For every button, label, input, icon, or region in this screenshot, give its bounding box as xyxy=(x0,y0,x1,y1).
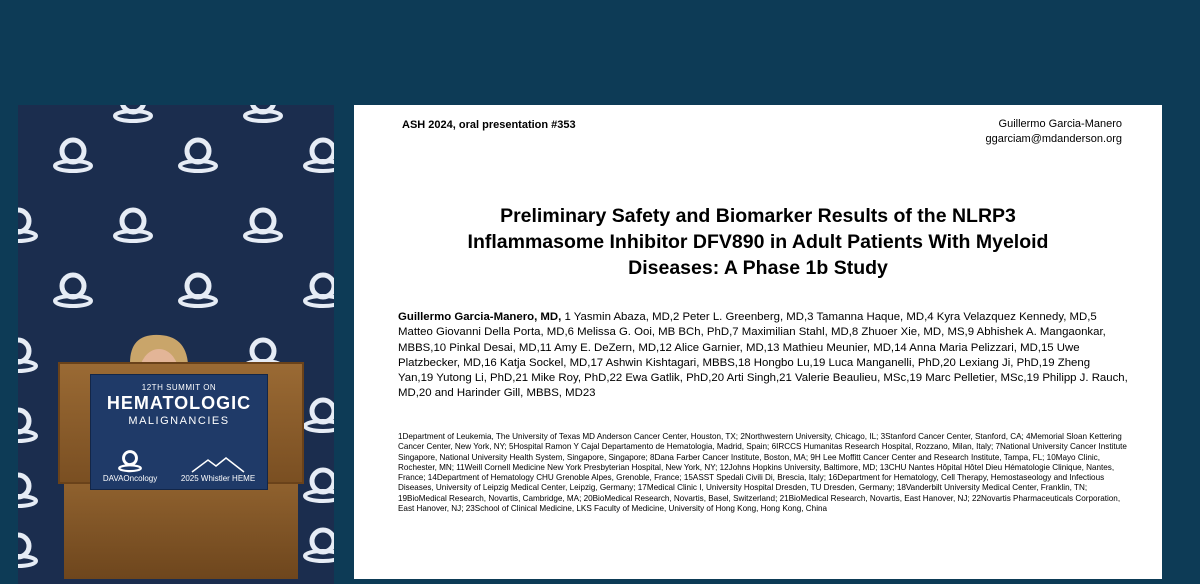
sign-malignancies-text: MALIGNANCIES xyxy=(128,415,230,427)
affiliations: 1Department of Leukemia, The University of Texas MD Anderson Cancer Center, Houston, TX; 2Northwestern University, Chicago, IL; 3Stanford Cancer Center, Stanford, CA; 4Memorial Sloan Kettering Cancer Center, New York, NY; 5Hospital Ramon Y Cajal Departamento de Hematologia, Madrid, Spain; 6IRCCS Humanitas Research Hospital, Rozzano, Milan, Italy; 7National University Cancer Institute Singapore, National University Health System, Singapore, Singapore; 8Dana Farber Cancer Institute, Boston, MA; 9H Lee Moffitt Cancer Center and Research Institute, Tampa, FL; 10Mayo Clinic, Rochester, MN; 11Weill Cornell Medicine New York Presbyterian Hospital, New York, NY; 12Johns Hopkins University, Baltimore, MD; 13CHU Nantes Hôpital Hôtel Dieu Hématologie Clinique, Nantes, France; 14Department of Hematology CHU Grenoble Alpes, Grenoble, France; 15ASST Spedali Civili Di, Brescia, Italy; 16Department for Hematology, Cell Therapy, Hemostaseology and Infectious Diseases, University of Leipzig Medical Center, Leipzig, Germany; 17Medical Clinic I, University Hospital Dresden, TU Dresden, Germany; 18Vanderbilt University Medical Center, Franklin, TN; 19BioMedical Research, Novartis, Cambridge, MA; 20BioMedical Research, Novartis, Basel, Switzerland; 21BioMedical Research, Novartis, East Hanover, NJ; 22Novartis Pharmaceuticals Corporation, East Hanover, NJ; 23School of Clinical Medicine, LKS Faculty of Medicine, University of Hong Kong, Hong Kong, China xyxy=(398,432,1127,514)
slide-title xyxy=(394,203,1122,281)
presenter-name: Guillermo Garcia-Manero xyxy=(998,118,1122,130)
mountain-logo-icon xyxy=(190,456,246,474)
sign-hematologic-text: HEMATOLOGIC xyxy=(106,393,252,413)
dava-logo-icon xyxy=(115,448,145,474)
title-line: Diseases: A Phase 1b Study xyxy=(628,257,888,279)
podium-base xyxy=(64,484,298,579)
presentation-slide xyxy=(354,105,1162,579)
first-author: Guillermo Garcia-Manero, MD, xyxy=(398,311,562,323)
author-list xyxy=(398,310,1128,402)
presenter-info xyxy=(985,117,1122,147)
presentation-id: ASH 2024, oral presentation #353 xyxy=(402,119,576,131)
presenter-email: ggarciam@mdanderson.org xyxy=(985,133,1122,145)
sign-event-text: 2025 Whistler HEME xyxy=(180,474,256,483)
sign-sponsor-text: DAVAOncology xyxy=(102,474,158,483)
other-authors: 1 Yasmin Abaza, MD,2 Peter L. Greenberg, MD,3 Tamanna Haque, MD,4 Kyra Velazquez Kennedy, MD,5 Matteo Giovanni Della Porta, MD,6 Melissa G. Ooi, MB BCh, PhD,7 Maximilian Stahl, MD,8 Zhuoer Xie, MD, MS,9 Abhishek A. Mangaonkar, MBBS,10 Pinkal Desai, MD,11 Amy E. DeZern, MD,12 Alice Garnier, MD,13 Mathieu Meunier, MD,14 Anna Maria Pelizzari, MD,15 Uwe Platzbecker, MD,16 Katja Sockel, MD,17 Ashwin Kishtagari, MBBS,18 Hongbo Lu,19 Luca Manganelli, PhD,20 Lexiang Ji, PhD,19 Zheng Yan,19 Yutong Li, PhD,21 Mike Roy, PhD,22 Ewa Gatlik, PhD,20 Arti Singh,21 Valerie Beaulieu, MSc,19 Marc Pelletier, MSc,19 Philipp J. Rauch, MD,20 and Harinder Gill, MBBS, MD23 xyxy=(398,311,1128,400)
sign-summit-text: 12TH SUMMIT ON xyxy=(141,383,217,392)
speaker-video xyxy=(18,105,334,584)
title-line: Preliminary Safety and Biomarker Results of the NLRP3 xyxy=(500,205,1016,227)
title-line: Inflammasome Inhibitor DFV890 in Adult Patients With Myeloid xyxy=(467,231,1049,253)
podium-sign xyxy=(90,374,268,490)
